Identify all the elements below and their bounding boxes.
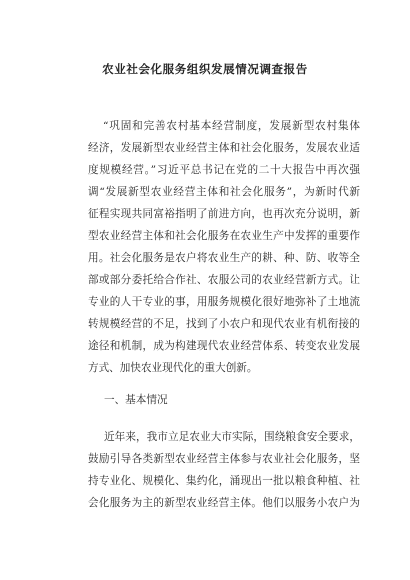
paragraph-line: 会化服务为主的新型农业经营主体。他们以服务小农户为 [88, 497, 360, 509]
paragraph-line: 近年来，我市立足农业大市实际，围绕粮食安全要求， [104, 431, 360, 443]
paragraph-line: 型农业经营主体和社会化服务在农业生产中发挥的重要作 [88, 230, 360, 242]
paragraph-line: 征程实现共同富裕指明了前进方向，也再次充分说明，新 [88, 208, 360, 220]
section-heading: 一、基本情况 [104, 394, 168, 406]
paragraph-line: 转规模经营的不足，找到了小农户和现代农业有机衔接的 [88, 318, 360, 330]
paragraph-line: 鼓励引导各类新型农业经营主体参与农业社会化服务，坚 [88, 453, 360, 465]
paragraph-line: “巩固和完善农村基本经营制度，发展新型农村集体 [103, 120, 360, 132]
paragraph-line: 专业的人干专业的事，用服务规模化很好地弥补了土地流 [88, 296, 360, 308]
paragraph-line: 调“发展新型农业经营主体和社会化服务”，为新时代新 [88, 186, 360, 198]
paragraph-line: 部或部分委托给合作社、农服公司的农业经营新方式。让 [88, 274, 360, 286]
document-title: 农业社会化服务组织发展情况调查报告 [102, 62, 308, 76]
paragraph-line: 途径和机制，成为构建现代农业经营体系、转变农业发展 [88, 340, 360, 352]
paragraph-line: 持专业化、规模化、集约化，涌现出一批以粮食种植、社 [88, 475, 360, 487]
paragraph-line: 经济，发展新型农业经营主体和社会化服务，发展农业适 [88, 142, 360, 154]
paragraph-line: 度规模经营。”习近平总书记在党的二十大报告中再次强 [88, 164, 360, 176]
paragraph-line: 用。社会化服务是农户将农业生产的耕、种、防、收等全 [88, 252, 360, 264]
paragraph-line: 方式、加快农业现代化的重大创新。 [88, 362, 258, 374]
